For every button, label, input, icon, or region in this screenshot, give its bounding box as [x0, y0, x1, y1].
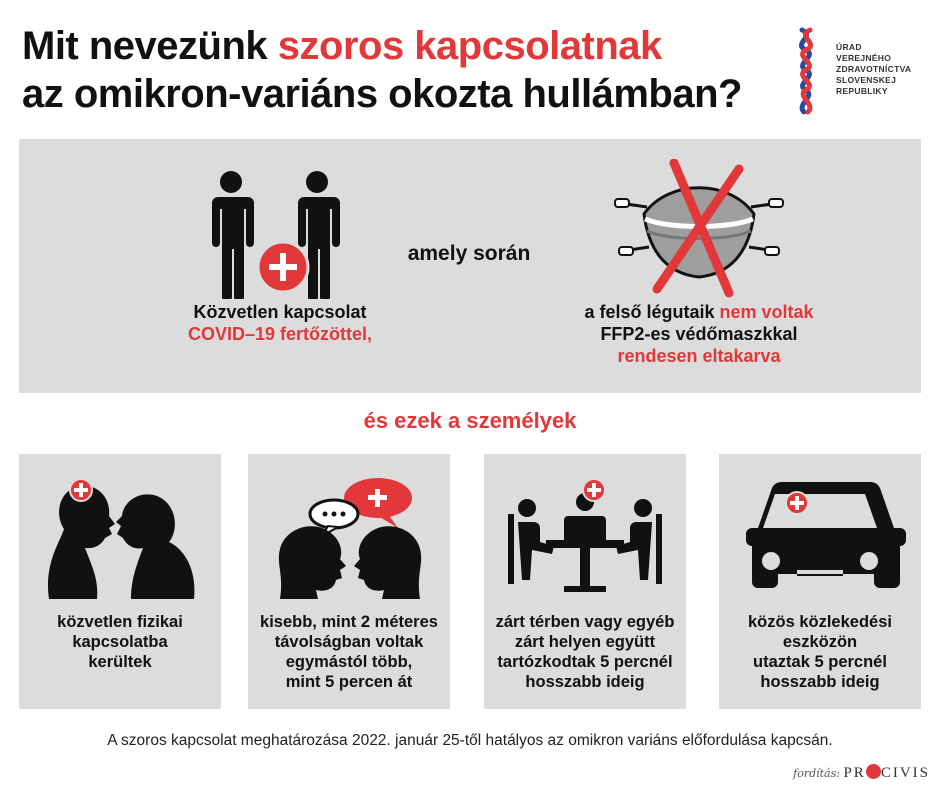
- card-distance: [248, 454, 450, 709]
- page-title: Mit nevezünk szoros kapcsolatnak az omikron-variáns okozta hullámban?: [22, 24, 742, 116]
- left-caption: Közvetlen kapcsolat COVID–19 fertőzöttel,: [187, 302, 373, 344]
- meeting-table-icon: [484, 454, 686, 604]
- card-caption: kisebb, mint 2 méteres távolságban voltak egymástól több, mint 5 percen át: [260, 613, 438, 691]
- middle-text: amely során: [407, 242, 531, 265]
- logo-text: ÚRAD VEREJNÉHO ZDRAVOTNÍCTVA SLOVENSKEJ REPUBLIKY: [836, 42, 912, 96]
- procivis-logo: PR CIVIS: [843, 765, 930, 781]
- card-caption: közös közlekedési eszközön utaztak 5 percnél hosszabb ideig: [748, 613, 892, 691]
- talking-heads-icon: [248, 454, 450, 604]
- top-panel: [19, 139, 921, 393]
- card-enclosed-space: [484, 454, 686, 709]
- footnote: A szoros kapcsolat meghatározása 2022. január 25-től hatályos az omikron variáns előfordulása kapcsán.: [107, 732, 833, 749]
- kissing-couple-icon: [19, 454, 221, 604]
- section-subheading: és ezek a személyek: [363, 408, 577, 433]
- translation-credit: fordítás: PR CIVIS: [793, 765, 930, 781]
- car-icon: [719, 454, 921, 604]
- card-caption: közvetlen fizikai kapcsolatba kerültek: [57, 613, 183, 671]
- crossed-mask-icon: [609, 159, 789, 299]
- card-physical-contact: [19, 454, 221, 709]
- card-caption: zárt térben vagy egyéb zárt helyen együtt tartózkodtak 5 percnél hosszabb ideig: [495, 613, 675, 691]
- two-people-icon: [184, 169, 364, 299]
- card-transport: [719, 454, 921, 709]
- logo-dot-icon: [866, 764, 881, 779]
- right-caption: a felső légutaik nem voltak FFP2-es védőmaszkkal rendesen eltakarva: [584, 302, 814, 366]
- title-highlight: szoros kapcsolatnak: [277, 24, 662, 68]
